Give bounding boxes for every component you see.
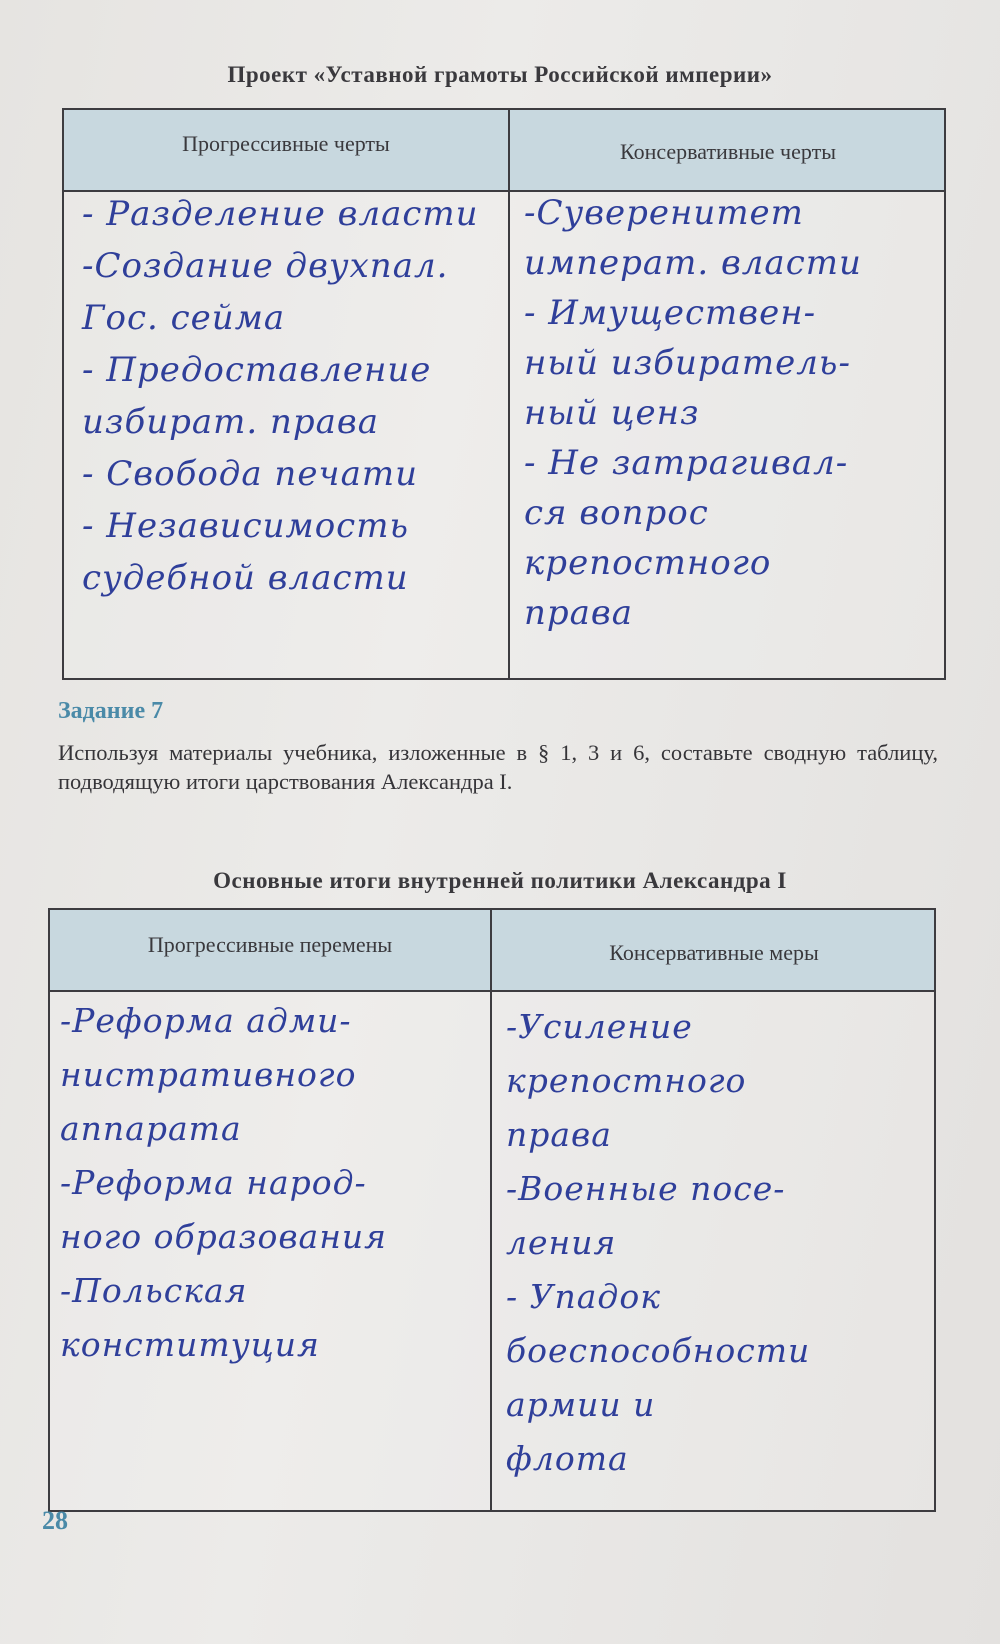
table1-header-progressive: Прогрессивные черты — [182, 131, 390, 156]
table1-progressive-handwriting: - Разделение власти -Создание двухпал. Гос. сейма - Предоставление избират. права - Свобода печати - Независимость судебной власти — [82, 194, 479, 598]
table2-header-progressive: Прогрессивные перемены — [147, 932, 393, 957]
table2-progressive-handwriting: -Реформа адми- нистративного аппарата -Реформа народ- ного образования -Польская конституция — [60, 1001, 388, 1364]
table1-column-divider — [508, 110, 510, 678]
table1 — [62, 108, 946, 680]
task-text: Используя материалы учебника, изложенные в § 1, 3 и 6, составьте сводную таблицу, подводящую итоги царствования Александра I. — [58, 740, 938, 794]
page-number: 28 — [42, 1506, 68, 1535]
table2-title: Основные итоги внутренней политики Александра I — [213, 868, 787, 893]
table2-column-divider — [490, 910, 492, 1510]
task-title: Задание 7 — [58, 698, 164, 724]
table2-header-conservative: Консервативные меры — [609, 940, 819, 965]
table1-conservative-handwriting: -Суверенитет императ. власти - Имуществен- ный избиратель- ный ценз - Не затрагивал- ся вопрос крепостного права — [524, 193, 862, 633]
table2 — [48, 908, 936, 1512]
table2-conservative-handwriting: -Усиление крепостного права -Военные посе- ления - Упадок боеспособности армии и флота — [506, 1007, 811, 1478]
table1-title: Проект «Уставной грамоты Российской империи» — [227, 62, 773, 87]
table1-header-conservative: Консервативные черты — [620, 139, 836, 164]
